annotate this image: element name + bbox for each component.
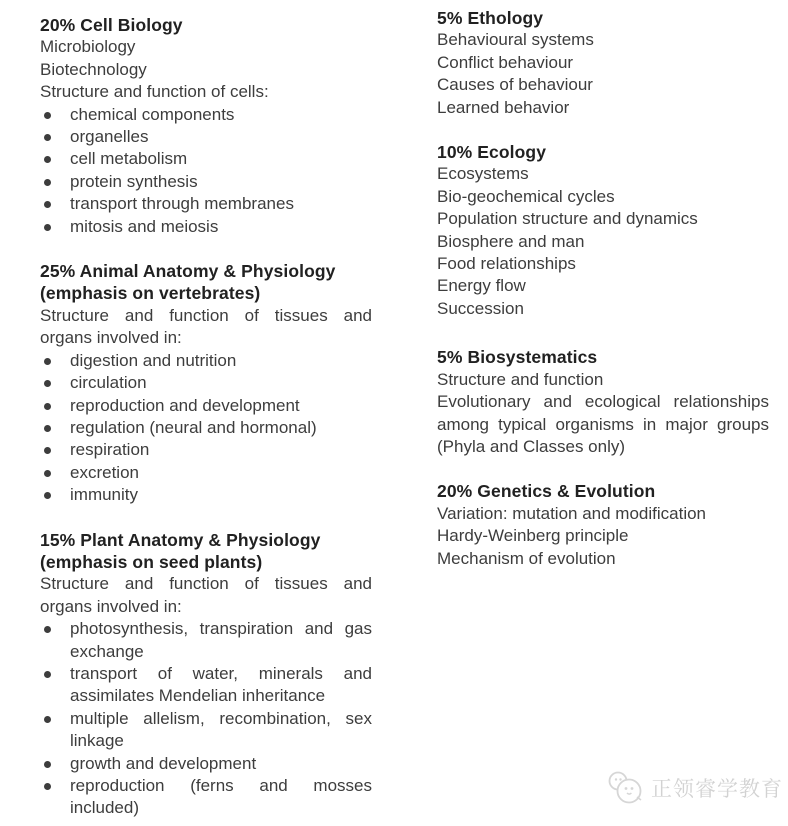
bullet-item (40, 484, 372, 506)
section-line: Biotechnology (40, 59, 147, 79)
bullet-text: regulation (neural and hormonal) (70, 417, 317, 437)
bullet-icon (44, 112, 51, 119)
section-line: Succession (437, 298, 524, 318)
bullet-text: mitosis and meiosis (70, 216, 219, 236)
bullet-list (40, 618, 372, 820)
bullet-icon (44, 403, 51, 410)
bullet-text: photosynthesis, transpiration and gas exchange (70, 619, 372, 661)
section-title: 5% Ethology (437, 8, 544, 28)
bullet-text: transport through membranes (70, 194, 294, 214)
bullet-icon (44, 671, 51, 678)
section-line: Population structure and dynamics (437, 209, 698, 229)
bullet-text: multiple allelism, recombination, sex linkage (70, 708, 372, 751)
bullet-text: protein synthesis (70, 171, 198, 191)
bullet-item (40, 171, 372, 193)
section-5-biosystematics (437, 346, 769, 458)
bullet-icon (44, 156, 51, 163)
bullet-icon (44, 470, 51, 477)
section-line: Biosphere and man (437, 231, 585, 251)
section-line: Variation: mutation and modification (437, 503, 707, 523)
section-line: Energy flow (437, 276, 526, 296)
twin-chicks-logo-icon (606, 770, 644, 806)
bullet-icon (44, 783, 51, 790)
bullet-icon (44, 492, 51, 499)
section-line: Structure and function of tissues and organs involved in: (40, 305, 372, 348)
bullet-icon (44, 201, 51, 208)
bullet-item (40, 462, 372, 484)
bullet-text: reproduction and development (70, 395, 300, 415)
bullet-icon (44, 358, 51, 365)
section-20-cell-biology (40, 14, 372, 238)
bullet-list (40, 104, 372, 238)
section-10-ecology (437, 141, 769, 320)
bullet-text: excretion (70, 462, 139, 482)
section-title: 20% Genetics & Evolution (437, 481, 656, 502)
section-line: Microbiology (40, 37, 136, 57)
bullet-item (40, 104, 372, 126)
section-line: Conflict behaviour (437, 52, 574, 72)
section-line: Food relationships (437, 254, 576, 274)
bullet-icon (44, 224, 51, 231)
bullet-item (40, 618, 372, 663)
right-column (437, 7, 769, 592)
bullet-icon (44, 380, 51, 387)
section-line: Hardy-Weinberg principle (437, 526, 629, 546)
bullet-item (40, 439, 372, 461)
bullet-item (40, 350, 372, 372)
bullet-icon (44, 761, 51, 768)
bullet-item (40, 372, 372, 394)
section-title: 10% Ecology (437, 142, 547, 163)
left-column (40, 14, 372, 826)
bullet-list (40, 350, 372, 507)
section-15-plant-anatomy-physiology-emphasis-on-seed-plants (40, 529, 372, 820)
section-title: 15% Plant Anatomy & Physiology (emphasis on seed plants) (40, 529, 321, 572)
bullet-icon (44, 425, 51, 432)
section-25-animal-anatomy-physiology-emphasis-on-vertebrates (40, 260, 372, 506)
bullet-text: respiration (70, 440, 150, 460)
bullet-text: transport of water, minerals and assimilates Mendelian inheritance (70, 663, 372, 706)
section-line: Ecosystems (437, 164, 529, 184)
section-title: 25% Animal Anatomy & Physiology (emphasis on vertebrates) (40, 261, 336, 304)
section-line: Structure and function of cells: (40, 82, 269, 102)
bullet-item (40, 775, 372, 820)
bullet-icon (44, 179, 51, 186)
section-line: Evolutionary and ecological relationships among typical organisms in major groups (Phyla and Classes only) (437, 392, 769, 456)
section-line: Causes of behaviour (437, 75, 593, 95)
section-title: 5% Biosystematics (437, 347, 598, 368)
bullet-icon (44, 626, 51, 633)
section-line: Structure and function (437, 369, 604, 389)
section-title: 20% Cell Biology (40, 15, 183, 35)
bullet-item (40, 395, 372, 417)
bullet-item (40, 216, 372, 238)
bullet-text: immunity (70, 485, 139, 505)
bullet-icon (44, 716, 51, 723)
section-line: Bio-geochemical cycles (437, 186, 615, 206)
bullet-icon (44, 134, 51, 141)
bullet-item (40, 148, 372, 170)
bullet-item (40, 193, 372, 215)
bullet-text: chemical components (70, 104, 235, 124)
bullet-item (40, 417, 372, 439)
bullet-text: circulation (70, 373, 147, 393)
bullet-item (40, 753, 372, 775)
section-line: Structure and function of tissues and organs involved in: (40, 574, 372, 616)
bullet-text: growth and development (70, 753, 257, 773)
bullet-item (40, 663, 372, 708)
section-line: Mechanism of evolution (437, 548, 616, 568)
section-20-genetics-evolution (437, 480, 769, 570)
bullet-icon (44, 447, 51, 454)
bullet-text: cell metabolism (70, 149, 188, 169)
section-5-ethology (437, 7, 769, 119)
bullet-text: organelles (70, 127, 149, 147)
bullet-item (40, 708, 372, 753)
bullet-text: reproduction (ferns and mosses included) (70, 776, 372, 818)
section-line: Behavioural systems (437, 30, 594, 50)
bullet-item (40, 126, 372, 148)
section-line: Learned behavior (437, 97, 570, 117)
watermark (606, 770, 783, 806)
bullet-text: digestion and nutrition (70, 350, 237, 370)
watermark-text: 正领睿学教育 (651, 778, 783, 801)
